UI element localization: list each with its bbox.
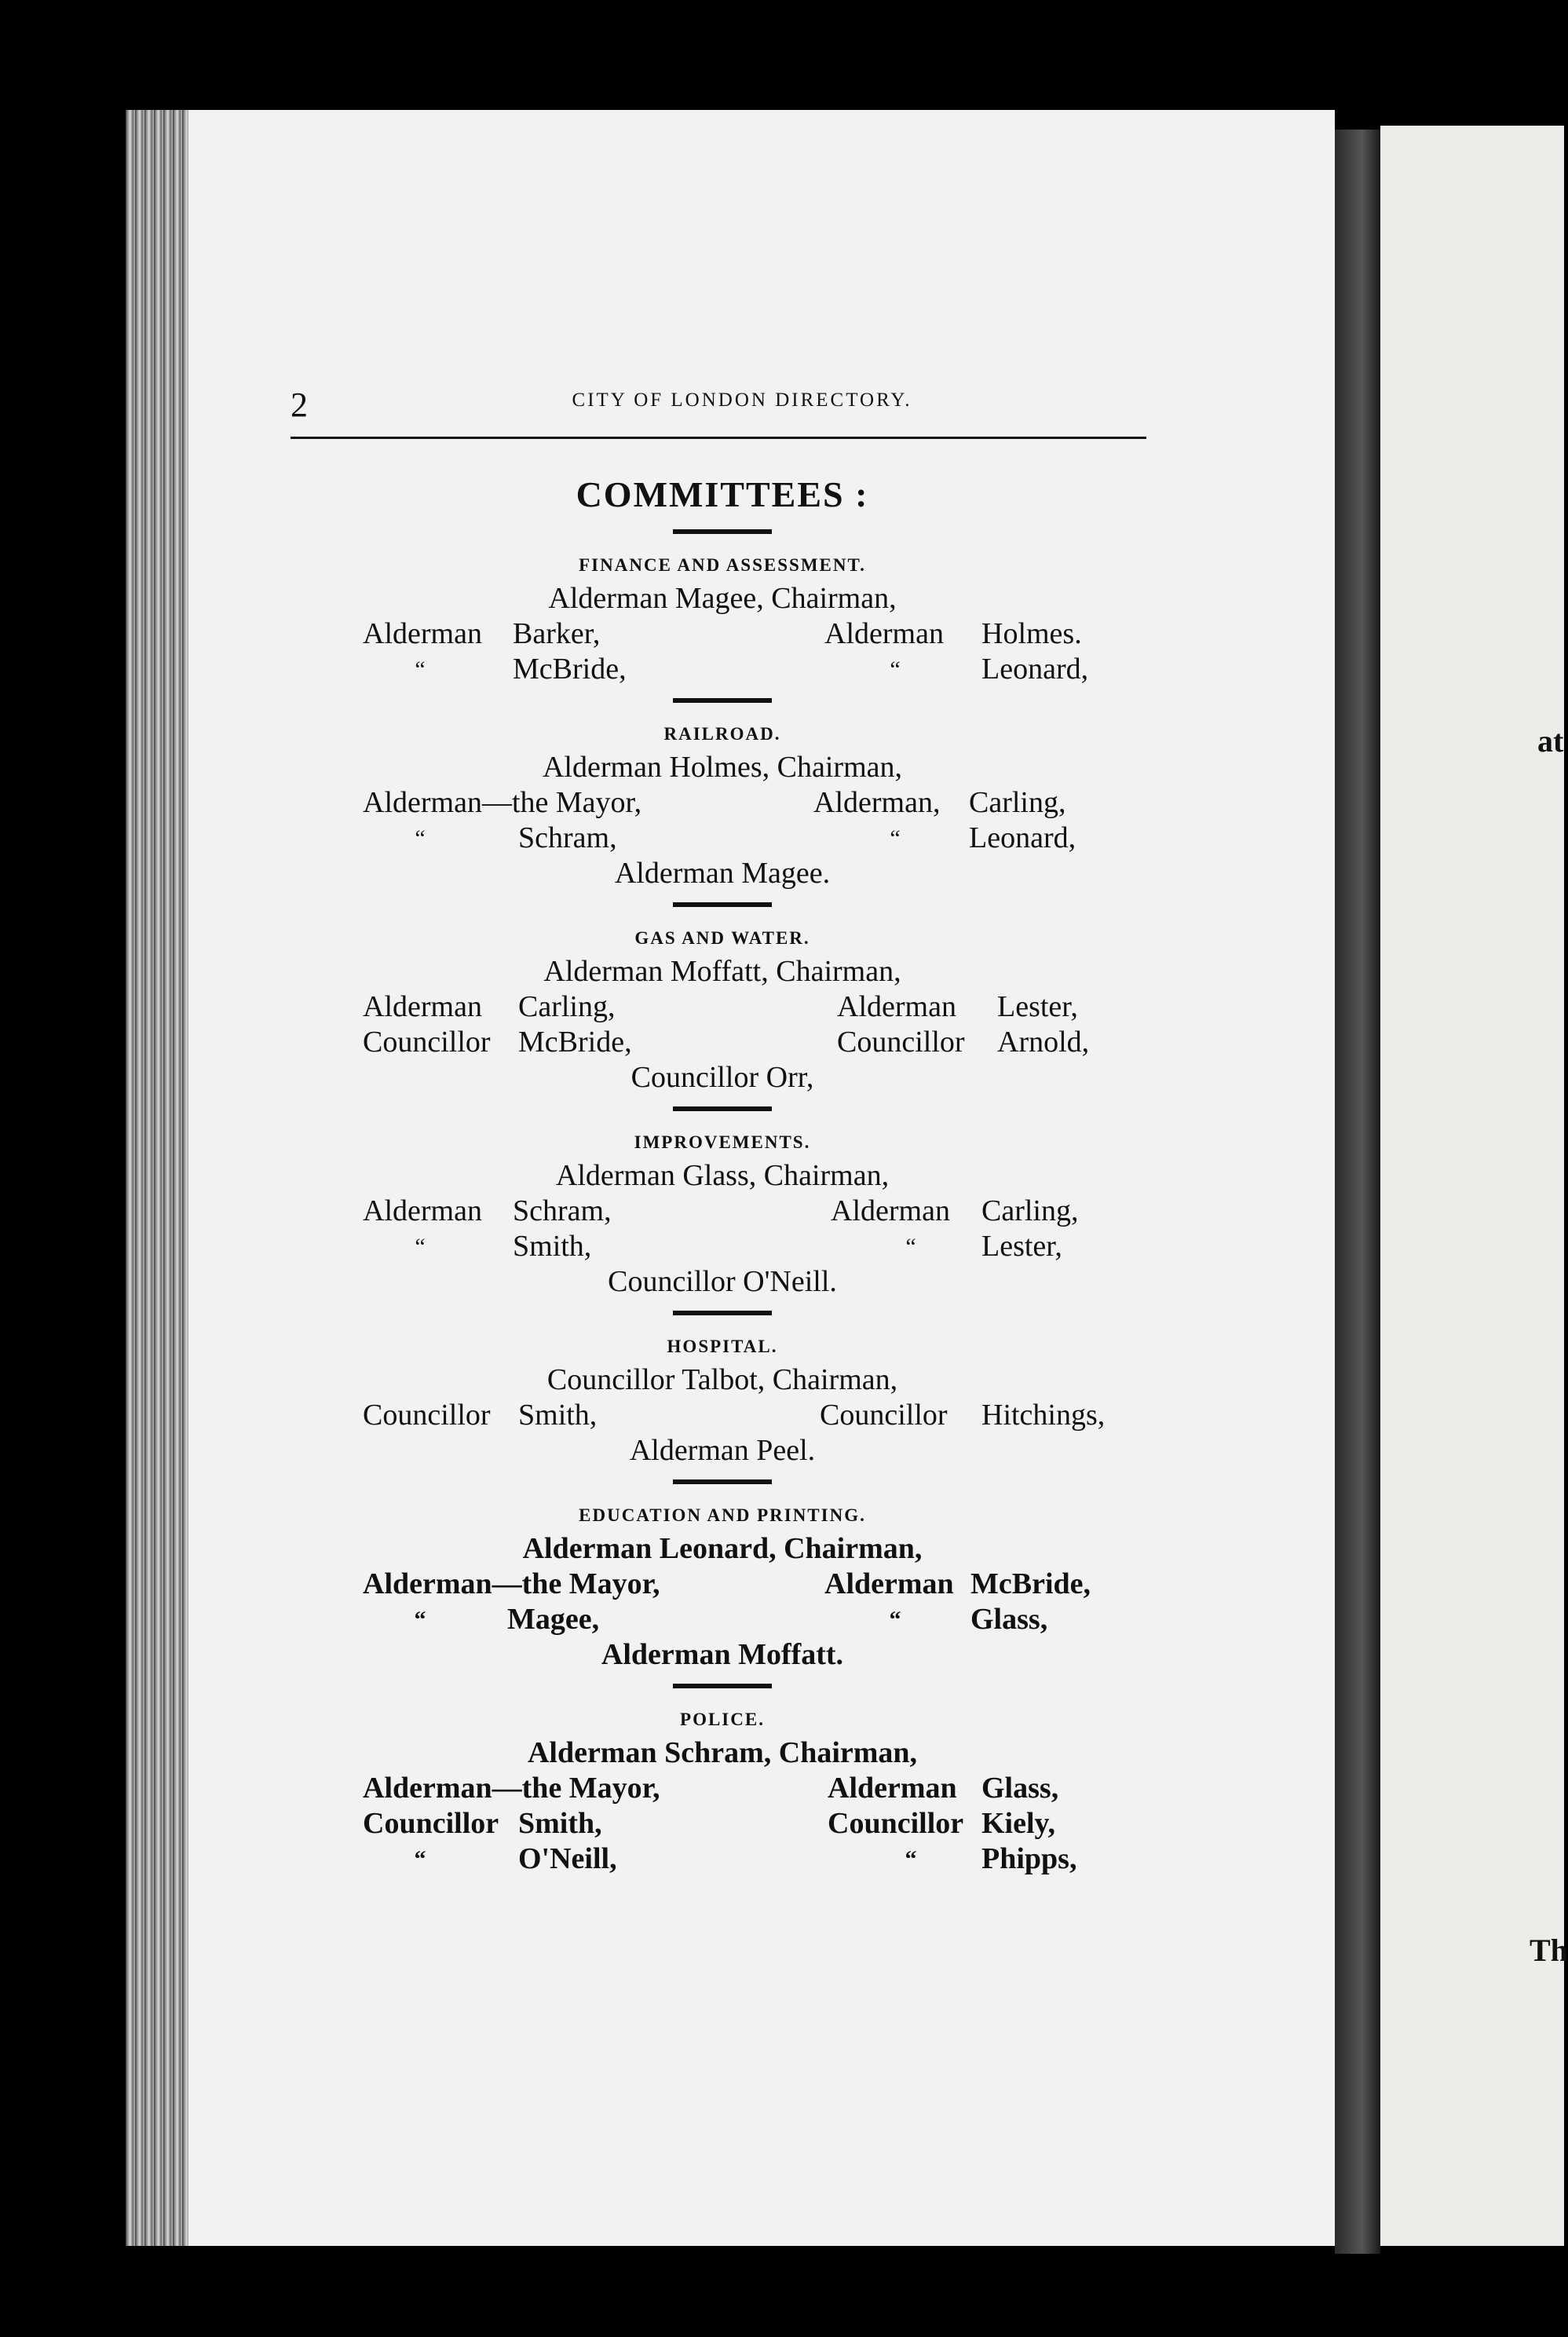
member-name: Glass,	[981, 1772, 1059, 1805]
member-row	[291, 1398, 1154, 1433]
member-row	[291, 1194, 1154, 1229]
member-name: O'Neill,	[518, 1842, 617, 1875]
section-divider	[673, 1106, 772, 1111]
committee-heading: RAILROAD.	[663, 724, 781, 744]
member-name: McBride,	[513, 653, 627, 686]
committees-list	[291, 471, 1154, 1877]
member-name: Barker,	[513, 617, 601, 650]
member-name: Holmes.	[981, 617, 1082, 650]
committee-chairman: Councillor Talbot, Chairman,	[546, 1363, 898, 1396]
ditto-mark: “	[890, 656, 901, 682]
member-title: Alderman	[831, 1194, 950, 1227]
section-divider	[673, 529, 772, 534]
member-title: Alderman	[363, 1194, 482, 1227]
member-title: Alderman	[363, 617, 482, 650]
facing-page-fragment: at	[1537, 723, 1564, 759]
gutter-shadow	[1335, 130, 1380, 2254]
committee-chairman: Alderman Moffatt, Chairman,	[543, 955, 901, 988]
member-row	[291, 1602, 1154, 1637]
committee-police	[291, 1704, 1154, 1877]
ditto-mark: “	[414, 1846, 426, 1872]
member-title: Alderman	[824, 1567, 954, 1600]
member-name: Leonard,	[969, 821, 1076, 854]
member-title: Councillor	[363, 1026, 491, 1059]
page-title: COMMITTEES :	[576, 474, 869, 514]
member-name: Carling,	[969, 786, 1066, 819]
member-title: Alderman,	[813, 786, 941, 819]
ditto-mark: “	[905, 1234, 916, 1260]
member-row	[291, 989, 1154, 1025]
member-name: Kiely,	[981, 1807, 1055, 1840]
member-title: Alderman—the Mayor,	[363, 786, 642, 819]
committee-member: Alderman Magee.	[614, 857, 831, 890]
committee-chairman: Alderman Glass, Chairman,	[555, 1159, 890, 1192]
member-name: Magee,	[507, 1603, 600, 1636]
committee-hospital	[291, 1331, 1154, 1468]
facing-page	[1380, 126, 1568, 2246]
committee-member: Alderman Peel.	[629, 1434, 816, 1467]
member-name: Carling,	[518, 990, 616, 1023]
member-title: Alderman	[363, 990, 482, 1023]
committee-heading: IMPROVEMENTS.	[634, 1132, 811, 1152]
member-title: Alderman—the Mayor,	[363, 1567, 660, 1600]
member-row	[291, 1771, 1154, 1806]
ditto-mark: “	[889, 1607, 901, 1633]
header-rule	[291, 437, 1146, 439]
committee-improvements	[291, 1127, 1154, 1300]
member-name: Carling,	[981, 1194, 1079, 1227]
member-row	[291, 785, 1154, 821]
committee-heading: FINANCE AND ASSESSMENT.	[579, 555, 866, 575]
member-title: Alderman	[828, 1772, 957, 1805]
member-row	[291, 821, 1154, 856]
member-title: Councillor	[828, 1807, 964, 1840]
member-row	[291, 1841, 1154, 1877]
member-name: Lester,	[981, 1230, 1062, 1263]
section-divider	[673, 1479, 772, 1484]
section-divider	[673, 698, 772, 703]
member-name: Smith,	[513, 1230, 592, 1263]
member-row	[291, 652, 1154, 687]
member-name: Phipps,	[981, 1842, 1077, 1875]
committee-chairman: Alderman Schram, Chairman,	[527, 1736, 918, 1769]
ditto-mark: “	[415, 1234, 426, 1260]
running-title: CITY OF LONDON DIRECTORY.	[572, 390, 912, 411]
member-name: McBride,	[970, 1567, 1091, 1600]
member-name: Schram,	[513, 1194, 612, 1227]
member-name: Glass,	[970, 1603, 1048, 1636]
member-title: Alderman	[837, 990, 956, 1023]
member-name: Smith,	[518, 1807, 602, 1840]
committee-member: Councillor Orr,	[630, 1061, 814, 1094]
member-row	[291, 1806, 1154, 1841]
member-title: Councillor	[363, 1807, 499, 1840]
member-name: McBride,	[518, 1026, 632, 1059]
page-number: 2	[291, 386, 308, 424]
member-name: Schram,	[518, 821, 617, 854]
ditto-mark: “	[414, 1607, 426, 1633]
member-name: Leonard,	[981, 653, 1089, 686]
member-title: Alderman	[824, 617, 944, 650]
committee-finance	[291, 550, 1154, 687]
page-header	[291, 385, 1154, 424]
committee-heading: GAS AND WATER.	[634, 928, 810, 948]
member-name: Smith,	[518, 1399, 598, 1432]
member-name: Arnold,	[997, 1026, 1090, 1059]
ditto-mark: “	[415, 825, 426, 851]
member-row	[291, 1025, 1154, 1060]
committee-heading: EDUCATION AND PRINTING.	[579, 1505, 866, 1525]
committee-railroad	[291, 719, 1154, 891]
member-row	[291, 1567, 1154, 1602]
member-title: Councillor	[363, 1399, 491, 1432]
committee-chairman: Alderman Leonard, Chairman,	[522, 1532, 923, 1565]
committee-member: Councillor O'Neill.	[608, 1265, 837, 1298]
facing-page-fragment: Th	[1530, 1933, 1568, 1968]
ditto-mark: “	[890, 825, 901, 851]
member-name: Hitchings,	[981, 1399, 1106, 1432]
committee-education	[291, 1500, 1154, 1673]
member-title: Councillor	[820, 1399, 948, 1432]
committee-heading: HOSPITAL.	[667, 1337, 778, 1356]
section-divider	[673, 1684, 772, 1688]
section-divider	[673, 902, 772, 907]
ditto-mark: “	[905, 1846, 917, 1872]
member-title: Councillor	[837, 1026, 965, 1059]
member-title: Alderman—the Mayor,	[363, 1772, 660, 1805]
member-row	[291, 1229, 1154, 1264]
ditto-mark: “	[415, 656, 426, 682]
section-divider	[673, 1311, 772, 1315]
committee-member: Alderman Moffatt.	[601, 1638, 844, 1671]
committee-chairman: Alderman Holmes, Chairman,	[542, 751, 902, 784]
member-name: Lester,	[997, 990, 1078, 1023]
member-row	[291, 616, 1154, 652]
committee-chairman: Alderman Magee, Chairman,	[548, 582, 897, 615]
committee-gas-water	[291, 923, 1154, 1095]
committee-heading: POLICE.	[680, 1710, 765, 1729]
